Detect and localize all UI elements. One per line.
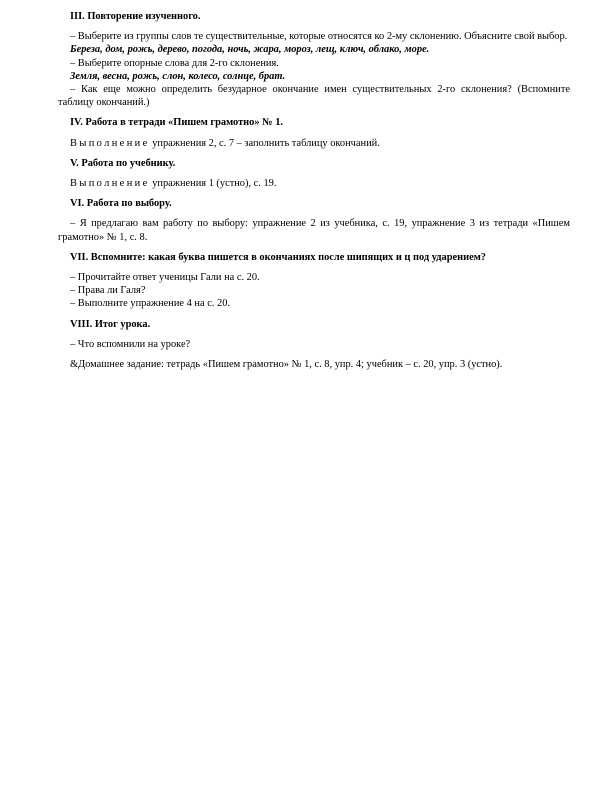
spaced-word: Выполнение xyxy=(70,178,150,190)
spaced-word: Выполнение xyxy=(70,137,150,149)
section-7-item-2: – Права ли Галя? xyxy=(70,285,146,297)
section-3-task-2: – Выберите опорные слова для 2-го склонения. xyxy=(70,57,279,69)
homework-line xyxy=(58,358,570,371)
section-6-text: – Я предлагаю вам работу по выбору: упражнение 2 из учебника, с. 19, упражнение 3 из тетради «Пишем грамотно» № 1, с. 8. xyxy=(58,218,570,243)
section-3-word-list-2: Земля, весна, рожь, слон, колесо, солнце, брат. xyxy=(70,70,286,82)
section-3-task-3: – Как еще можно определить безударное окончание имен существительных 2-го склонения? (Вспомните таблицу окончаний.) xyxy=(58,84,570,109)
section-6-heading: VI. Работа по выбору. xyxy=(70,198,172,210)
section-4-text-rest: упражнения 2, с. 7 – заполнить таблицу окончаний. xyxy=(149,137,380,149)
document-page xyxy=(58,10,570,371)
section-7-item-3: – Выполните упражнение 4 на с. 20. xyxy=(70,298,230,310)
section-3-heading: III. Повторение изученного. xyxy=(70,11,201,22)
section-4-text xyxy=(58,137,570,150)
section-4-heading: IV. Работа в тетради «Пишем грамотно» № 1. xyxy=(70,117,283,129)
section-5-text xyxy=(58,177,570,190)
section-7-item-1: – Прочитайте ответ ученицы Гали на с. 20. xyxy=(70,272,260,284)
section-5-text-rest: упражнения 1 (устно), с. 19. xyxy=(149,178,277,190)
homework-text: тетрадь «Пишем грамотно» № 1, с. 8, упр. 4; учебник – с. 20, упр. 3 (устно). xyxy=(163,359,503,371)
section-8-heading: VIII. Итог урока. xyxy=(70,318,151,330)
section-8-question: – Что вспомнили на уроке? xyxy=(70,338,191,350)
section-3-task-1: – Выберите из группы слов те существительные, которые относятся ко 2-му склонению. Объясните свой выбор. xyxy=(70,31,568,43)
homework-label: &Домашнее задание: xyxy=(70,359,164,371)
section-3-word-list-1: Береза, дом, рожь, дерево, погода, ночь, жара, мороз, лещ, ключ, облако, море. xyxy=(70,44,430,56)
section-7-heading: VII. Вспомните: какая буква пишется в окончаниях после шипящих и ц под ударением? xyxy=(70,251,486,263)
section-5-heading: V. Работа по учебнику. xyxy=(70,157,176,169)
